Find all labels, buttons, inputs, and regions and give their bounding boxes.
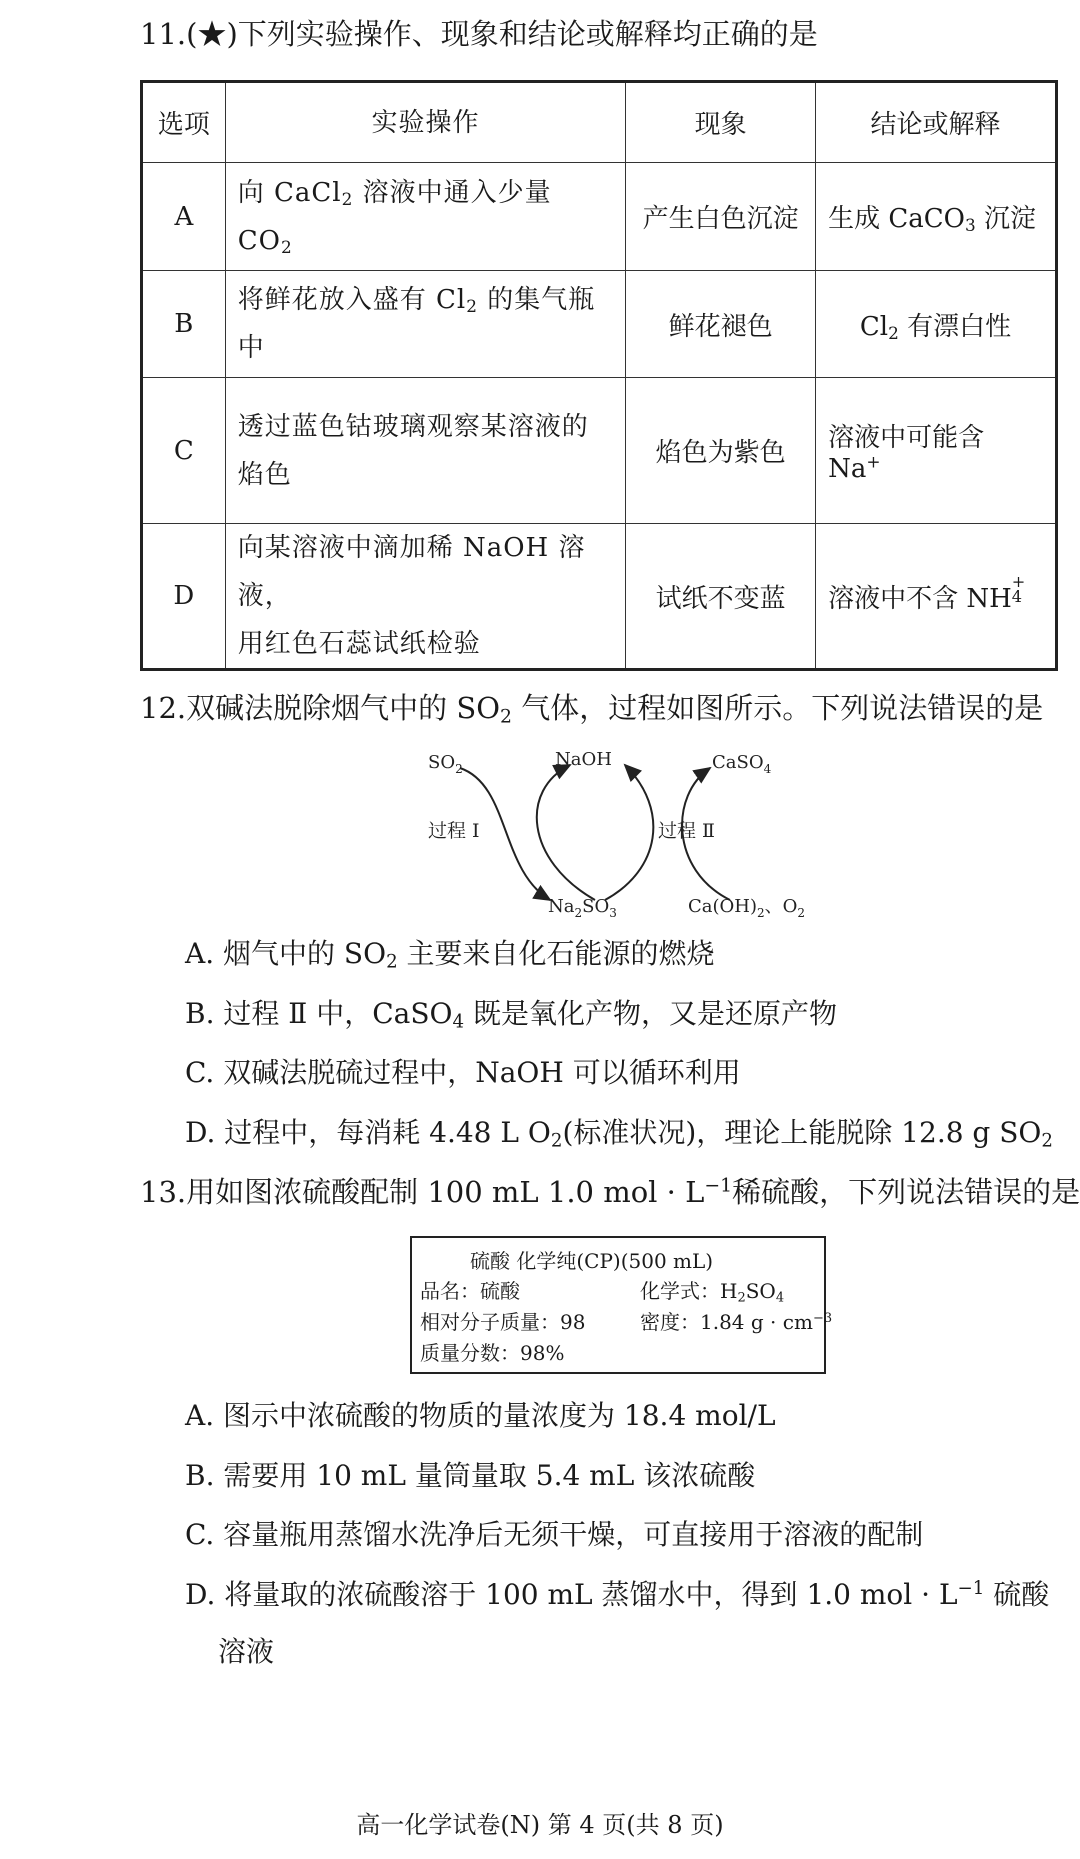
label-title: 硫酸 化学纯(CP)(500 mL) [470,1249,714,1273]
label-na2so3: $Na_2SO_3$ [548,896,617,920]
label-caso4: CaSO$_4$ [712,752,772,776]
page-footer: 高一化学试卷(N) 第 4 页(共 8 页) [356,1811,724,1839]
q13-option-d-line2: 溶液 [218,1635,275,1668]
q12-option-c: C. 双碱法脱硫过程中，NaOH 可以循环利用 [185,1056,741,1089]
q12-option-a: A. 烟气中的 $SO_2$ 主要来自化石能源的燃烧 [185,937,715,973]
double-alkali-cycle-diagram [400,740,840,920]
table-row: A 向 CaCl$_2$ 溶液中通入少量 $CO_2$ 产生白色沉淀 生成 CaCO$_3$ 沉淀 [142,163,1057,271]
label-process1: 过程 Ⅰ [428,820,480,842]
label-molar-mass: 相对分子质量：98 [420,1310,586,1334]
table-row: C 透过蓝色钴玻璃观察某溶液的 焰色 焰色为紫色 溶液中可能含 Na+ [142,378,1057,524]
experiment-table [140,80,1058,671]
q13-option-c: C. 容量瓶用蒸馏水洗净后无须干燥，可直接用于溶液的配制 [185,1518,924,1551]
label-mass-fraction: 质量分数：98% [420,1341,565,1365]
label-formula: 化学式：$H_2SO_4$ [640,1279,785,1306]
label-so2: $SO_2$ [428,752,463,776]
q12-option-b: B. 过程 Ⅱ 中，CaSO$_4$ 既是氧化产物，又是还原产物 [185,997,837,1033]
process2-left-arc [605,765,653,900]
q12-option-d: D. 过程中，每消耗 4.48 L $O_2$(标准状况)，理论上能脱除 12.8 g $SO_2$ [185,1116,1053,1152]
process1-right-arc [537,765,595,900]
label-name: 品名：硫酸 [420,1279,520,1303]
table-row: B 将鲜花放入盛有 $Cl_2$ 的集气瓶中 鲜花褪色 $Cl_2$ 有漂白性 [142,271,1057,378]
q13-option-a: A. 图示中浓硫酸的物质的量浓度为 18.4 mol/L [185,1399,776,1432]
q13-option-b: B. 需要用 10 mL 量筒量取 5.4 mL 该浓硫酸 [185,1459,756,1492]
label-naoh: NaOH [555,749,612,770]
q11-stem: 11.(★)下列实验操作、现象和结论或解释均正确的是 [140,17,818,51]
sulfuric-acid-label [410,1236,833,1374]
table-header-row: 选项 实验操作 现象 结论或解释 [142,82,1057,163]
q12-stem: 12.双碱法脱除烟气中的 $SO_2$ 气体，过程如图所示。下列说法错误的是 [140,691,1044,728]
label-density: 密度：1.84 $g \cdot cm^{-3}$ [640,1310,833,1334]
label-caoh2-o2: $Ca(OH)_2$、$O_2$ [688,896,806,920]
q13-option-d: D. 将量取的浓硫酸溶于 100 mL 蒸馏水中，得到 1.0 mol · $L^{-1}$ 硫酸 [185,1578,1050,1611]
table-row: D 向某溶液中滴加稀 NaOH 溶液， 用红色石蕊试纸检验 试纸不变蓝 溶液中不含 NH + 4 [142,524,1057,670]
q13-stem: 13.用如图浓硫酸配制 100 mL 1.0 mol · $L^{-1}$稀硫酸，下列说法错误的是 [140,1175,1080,1209]
label-process2: 过程 Ⅱ [658,820,715,842]
